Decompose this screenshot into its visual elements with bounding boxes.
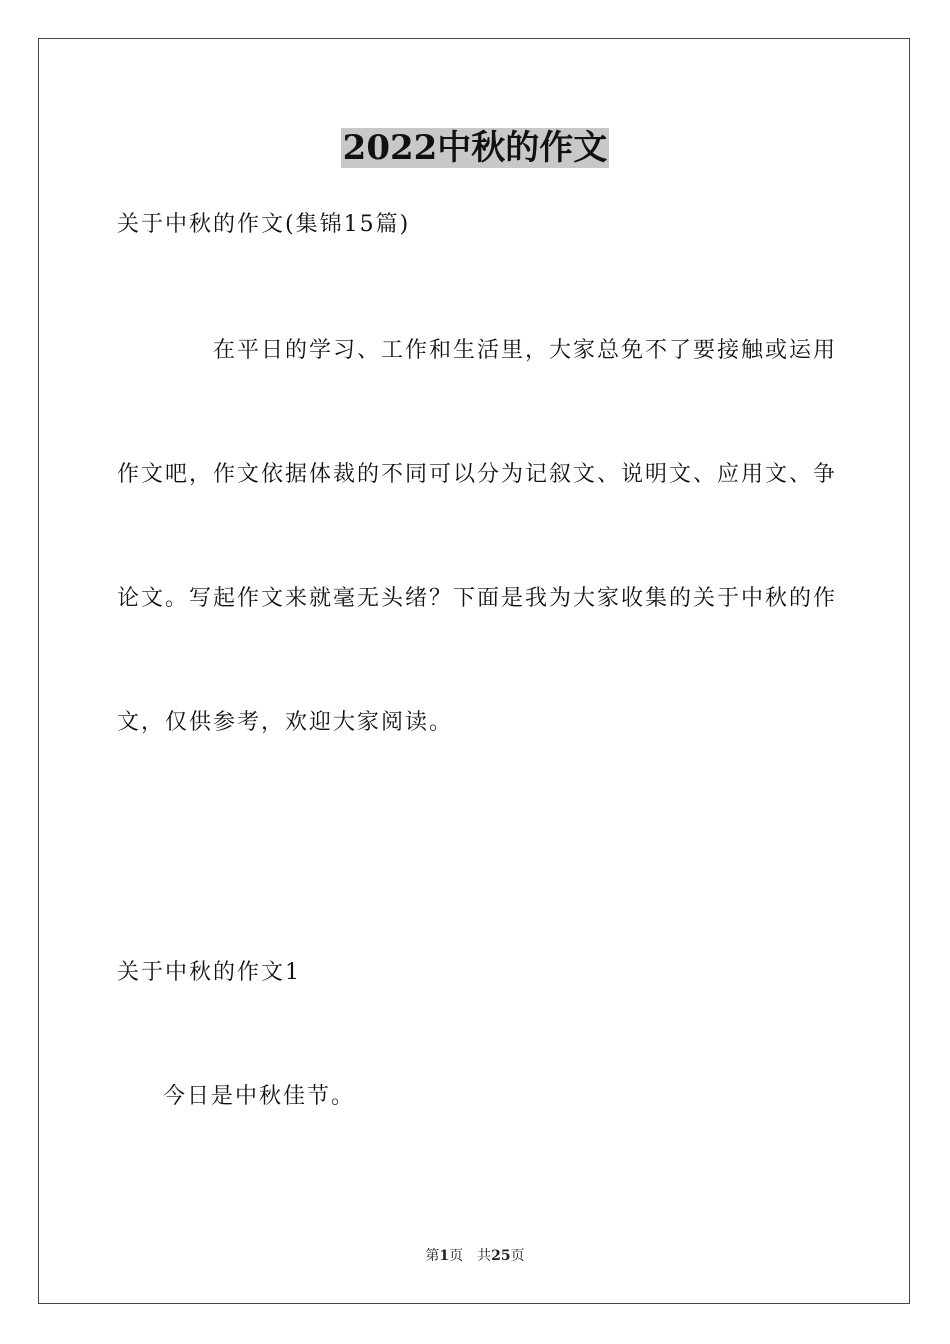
document-subtitle: 关于中秋的作文(集锦15篇) <box>117 212 411 237</box>
footer-page-prefix: 第 <box>425 1248 440 1264</box>
footer-total-suffix: 页 <box>510 1248 525 1264</box>
footer-page-suffix: 页 <box>449 1248 464 1264</box>
intro-paragraph-line-4: 文，仅供参考，欢迎大家阅读。 <box>117 710 454 735</box>
intro-paragraph-line-2: 作文吧，作文依据体裁的不同可以分为记叙文、说明文、应用文、争 <box>117 462 838 487</box>
intro-paragraph-line-1: 在平日的学习、工作和生活里，大家总免不了要接触或运用 <box>213 338 838 363</box>
footer-page-number: 1 <box>439 1248 450 1264</box>
document-title <box>0 126 950 170</box>
footer-total-prefix: 共 <box>477 1248 492 1264</box>
section-heading: 关于中秋的作文1 <box>117 960 301 985</box>
footer-total-pages: 25 <box>491 1248 511 1264</box>
intro-paragraph-line-3: 论文。写起作文来就毫无头绪？下面是我为大家收集的关于中秋的作 <box>117 586 838 611</box>
page-footer <box>0 1246 950 1266</box>
document-title-text: 2022中秋的作文 <box>342 128 608 168</box>
section-paragraph: 今日是中秋佳节。 <box>163 1084 356 1109</box>
